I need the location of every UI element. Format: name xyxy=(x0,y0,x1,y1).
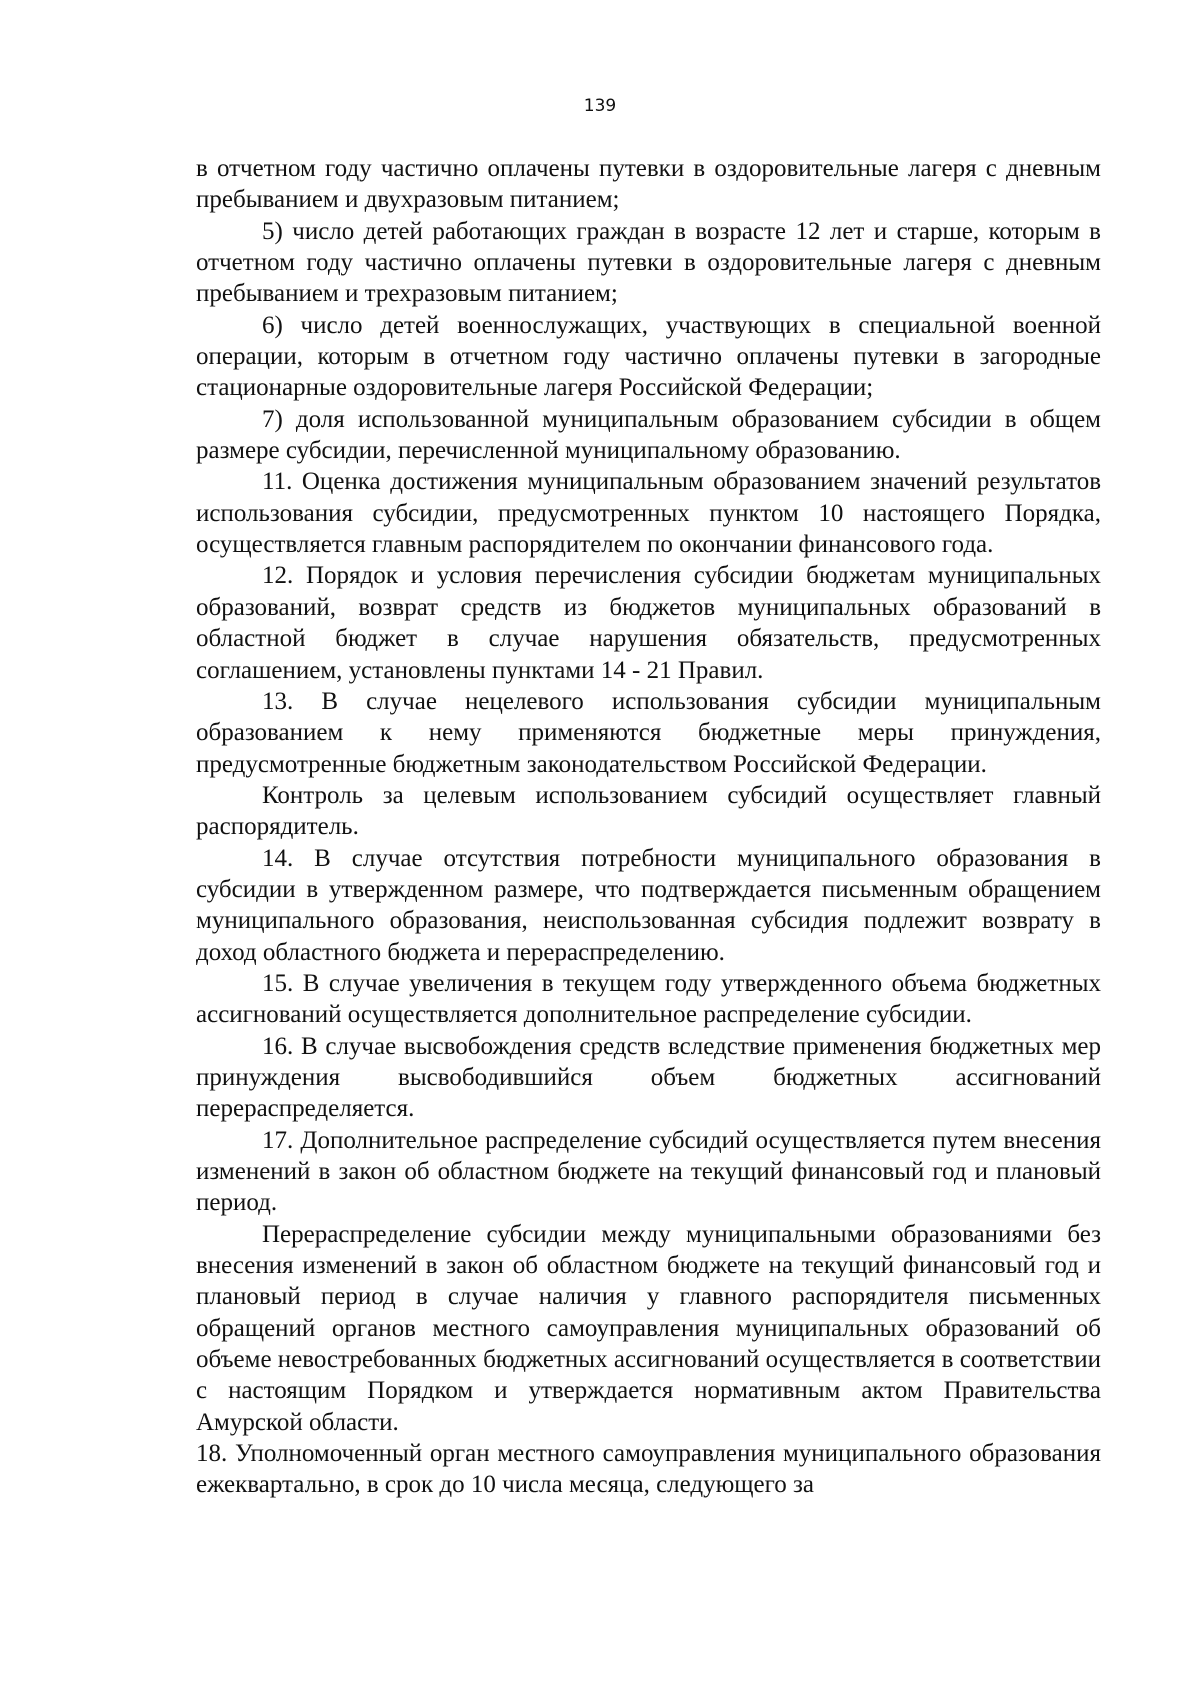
paragraph-continuation: в отчетном году частично оплачены путевки в оздоровительные лагеря с дневным пребыванием и двухразовым питанием; xyxy=(196,155,1101,214)
paragraph-item-6: 6) число детей военнослужащих, участвующих в специальной военной операции, которым в отчетном году частично оплачены путевки в загородные стационарные оздоровительные лагеря Российской Федерации; xyxy=(196,311,1101,402)
paragraph-clause-12: 12. Порядок и условия перечисления субсидии бюджетам муниципальных образований, возврат средств из бюджетов муниципальных образований в областной бюджет в случае нарушения обязательств, предусмотренных соглашением, установлены пунктами 14 - 21 Правил. xyxy=(196,562,1101,684)
page-number: 139 xyxy=(583,96,617,116)
paragraph-control: Контроль за целевым использованием субсидий осуществляет главный распорядитель. xyxy=(196,781,1101,841)
paragraph-item-5: 5) число детей работающих граждан в возрасте 12 лет и старше, которым в отчетном году частично оплачены путевки в оздоровительные лагеря с дневным пребыванием и трехразовым питанием; xyxy=(196,217,1101,308)
paragraph-clause-13: 13. В случае нецелевого использования субсидии муниципальным образованием к нему применяются бюджетные меры принуждения, предусмотренные бюджетным законодательством Российской Федерации. xyxy=(196,687,1101,778)
paragraph-clause-17: 17. Дополнительное распределение субсидий осуществляется путем внесения изменений в закон об областном бюджете на текущий финансовый год и плановый период. xyxy=(196,1126,1101,1217)
paragraph-item-7: 7) доля использованной муниципальным образованием субсидии в общем размере субсидии, перечисленной муниципальному образованию. xyxy=(196,405,1101,465)
paragraph-clause-14: 14. В случае отсутствия потребности муниципального образования в субсидии в утвержденном размере, что подтверждается письменным обращением муниципального образования, неиспользованная субсидия подлежит возврату в доход областного бюджета и перераспределению. xyxy=(196,844,1101,966)
paragraph-clause-18: 18. Уполномоченный орган местного самоуправления муниципального образования ежеквартально, в срок до 10 числа месяца, следующего за xyxy=(196,1440,1101,1499)
paragraph-clause-16: 16. В случае высвобождения средств вследствие применения бюджетных мер принуждения высвободившийся объем бюджетных ассигнований перераспределяется. xyxy=(196,1032,1101,1123)
paragraph-clause-11: 11. Оценка достижения муниципальным образованием значений результатов использования субсидии, предусмотренных пунктом 10 настоящего Порядка, осуществляется главным распорядителем по окончании финансового года. xyxy=(196,468,1101,559)
document-body xyxy=(196,153,1101,1501)
paragraph-clause-15: 15. В случае увеличения в текущем году утвержденного объема бюджетных ассигнований осуществляется дополнительное распределение субсидии. xyxy=(196,969,1101,1029)
paragraph-redistribution: Перераспределение субсидии между муниципальными образованиями без внесения изменений в закон об областном бюджете на текущий финансовый год и плановый период в случае наличия у главного распорядителя письменных обращений органов местного самоуправления муниципальных образований об объеме невостребованных бюджетных ассигнований осуществляется в соответствии с настоящим Порядком и утверждается нормативным актом Правительства Амурской области. xyxy=(196,1220,1101,1436)
